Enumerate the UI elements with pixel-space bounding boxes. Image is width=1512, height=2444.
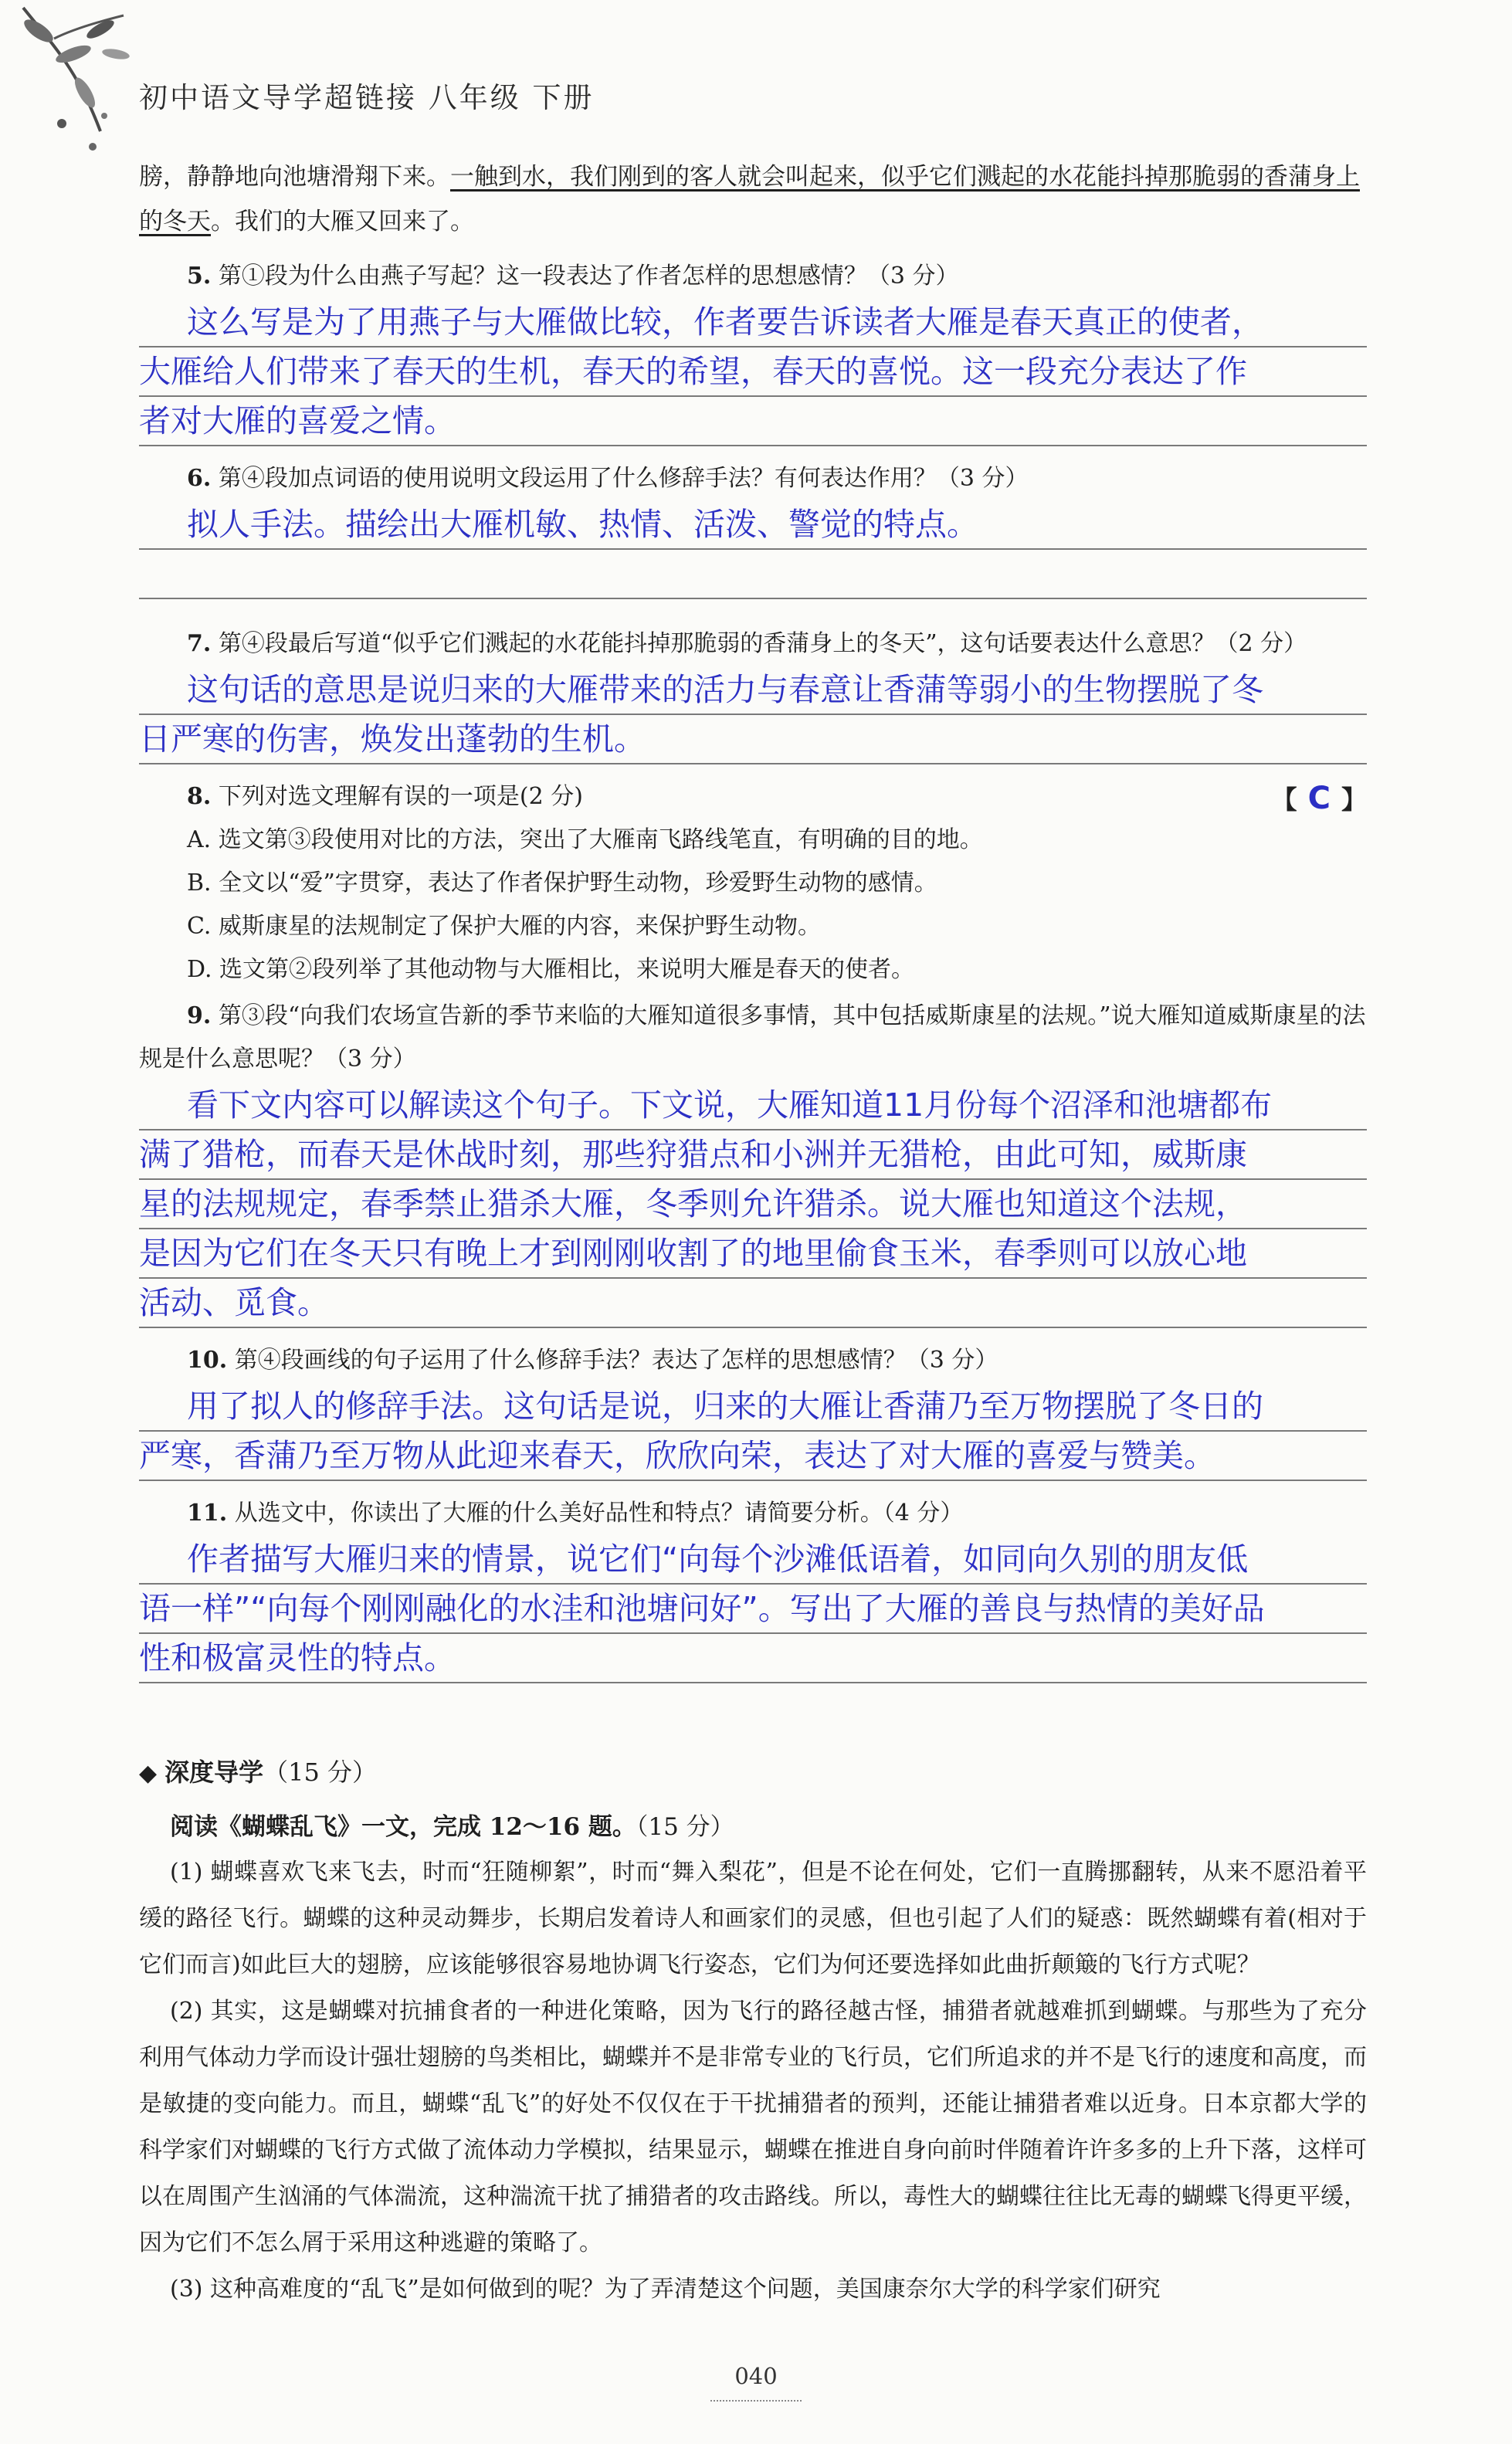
answer-line: 星的法规规定，春季禁止猎杀大雁，冬季则允许猎杀。说大雁也知道这个法规， (139, 1185, 1247, 1222)
question-8-prompt (139, 775, 1367, 819)
answer-line: 活动、觅食。 (139, 1284, 329, 1321)
section-title: 深度导学 (164, 1758, 264, 1787)
answer-line: 性和极富灵性的特点。 (139, 1639, 456, 1676)
question-number: 8. (187, 783, 212, 810)
question-10 (139, 1339, 1367, 1481)
question-number: 10. (187, 1347, 228, 1374)
intro-underlined-sentence: 一触到水，我们刚到的客人就会叫起来，似乎它们溅起的水花能抖掉那脆弱的香蒲身上的冬天 (139, 163, 1360, 236)
book-header-title: 初中语文导学超链接 八年级 下册 (139, 81, 595, 114)
selected-choice: C (1307, 781, 1331, 816)
answer-line: 日严寒的伤害，焕发出蓬勃的生机。 (139, 720, 646, 758)
question-text: 第④段加点词语的使用说明文段运用了什么修辞手法？有何表达作用？（3 分） (218, 465, 1029, 492)
question-9-prompt (139, 995, 1367, 1081)
question-11 (139, 1492, 1367, 1683)
question-text: 第④段最后写道“似乎它们溅起的水花能抖掉那脆弱的香蒲身上的冬天”，这句话要表达什么意思？（2 分） (218, 630, 1307, 657)
decorative-branch-painting (8, 0, 139, 178)
question-5 (139, 255, 1367, 446)
question-number: 5. (187, 263, 212, 290)
passage-paragraph-3: (3) 这种高难度的“乱飞”是如何做到的呢？为了弄清楚这个问题，美国康奈尔大学的科学家们研究 (170, 2276, 1161, 2303)
option-b: B. 全文以“爱”字贯穿，表达了作者保护野生动物，珍爱野生动物的感情。 (187, 869, 937, 897)
option-c: C. 威斯康星的法规制定了保护大雁的内容，来保护野生动物。 (187, 913, 821, 940)
question-5-prompt (139, 255, 1367, 298)
answer-line: 用了拟人的修辞手法。这句话是说，归来的大雁让香蒲乃至万物摆脱了冬日的 (187, 1388, 1263, 1425)
answer-line: 严寒，香蒲乃至万物从此迎来春天，欣欣向荣，表达了对大雁的喜爱与赞美。 (139, 1437, 1215, 1474)
question-number: 9. (187, 1002, 212, 1029)
page-number: 040 (734, 2363, 778, 2389)
question-7 (139, 622, 1367, 764)
reading-instruction-score: （15 分） (636, 1813, 734, 1841)
question-6-prompt (139, 457, 1367, 500)
question-number: 11. (187, 1500, 228, 1527)
answer-line: 满了猎枪，而春天是休战时刻，那些狩猎点和小洲并无猎枪，由此可知，威斯康 (139, 1136, 1247, 1173)
answer-line: 这么写是为了用燕子与大雁做比较，作者要告诉读者大雁是春天真正的使者， (187, 303, 1263, 341)
question-9 (139, 995, 1367, 1328)
answer-line: 大雁给人们带来了春天的生机，春天的希望，春天的喜悦。这一段充分表达了作 (139, 353, 1247, 390)
question-7-prompt (139, 622, 1367, 666)
reading-instruction-text: 阅读《蝴蝶乱飞》一文，完成 12～16 题。 (170, 1813, 636, 1841)
question-6 (139, 457, 1367, 599)
answer-line: 这句话的意思是说归来的大雁带来的活力与春意让香蒲等弱小的生物摆脱了冬 (187, 671, 1263, 708)
question-8 (139, 775, 1367, 991)
answer-line: 拟人手法。描绘出大雁机敏、热情、活泼、警觉的特点。 (187, 506, 978, 543)
section-score: （15 分） (263, 1758, 377, 1787)
answer-line: 是因为它们在冬天只有晚上才到刚刚收割了的地里偷食玉米，春季则可以放心地 (139, 1235, 1247, 1272)
section-heading (139, 1753, 1367, 1788)
intro-paragraph (139, 154, 1367, 244)
bracket-close: 】 (1341, 785, 1367, 815)
passage-paragraph-2: (2) 其实，这是蝴蝶对抗捕食者的一种进化策略，因为飞行的路径越古怪，捕猎者就越难抓到蝴蝶。与那些为了充分利用气体动力学而设计强壮翅膀的鸟类相比，蝴蝶并不是非常专业的飞行员，它们所追求的并不是飞行的速度和高度，而是敏捷的变向能力。而且，蝴蝶“乱飞”的好处不仅仅在于干扰捕猎者的预判，还能让捕猎者难以近身。日本京都大学的科学家们对蝴蝶的飞行方式做了流体动力学模拟，结果显示，蝴蝶在推进自身向前时伴随着许许多多的上升下落，这样可以在周围产生汹涌的气体湍流，这种湍流干扰了捕猎者的攻击路线。所以，毒性大的蝴蝶往往比无毒的蝴蝶飞得更平缓，因为它们不怎么屑于采用这种逃避的策略了。 (139, 1998, 1367, 2256)
page-number-divider (710, 2400, 802, 2402)
question-text: 从选文中，你读出了大雁的什么美好品性和特点？请简要分析。（4 分） (234, 1500, 964, 1527)
answer-line: 语一样”“向每个刚刚融化的水洼和池塘问好”。写出了大雁的善良与热情的美好品 (139, 1590, 1265, 1627)
passage-paragraph-1: (1) 蝴蝶喜欢飞来飞去，时而“狂随柳絮”，时而“舞入梨花”，但是不论在何处，它们一直腾挪翻转，从来不愿沿着平缓的路径飞行。蝴蝶的这种灵动舞步，长期启发着诗人和画家们的灵感，但也引起了人们的疑惑：既然蝴蝶有着(相对于它们而言)如此巨大的翅膀，应该能够很容易地协调飞行姿态，它们为何还要选择如此曲折颠簸的飞行方式呢？ (139, 1859, 1367, 1978)
question-text: 下列对选文理解有误的一项是(2 分) (218, 783, 583, 810)
answer-line-blank (139, 550, 1367, 599)
answer-line: 者对大雁的喜爱之情。 (139, 402, 456, 439)
reading-instruction (170, 1807, 1367, 1842)
question-number: 6. (187, 465, 212, 492)
answer-line: 作者描写大雁归来的情景，说它们“向每个沙滩低语着，如同向久别的朋友低 (187, 1541, 1249, 1578)
answer-line: 看下文内容可以解读这个句子。下文说，大雁知道11月份每个沼泽和池塘都布 (187, 1086, 1273, 1124)
question-number: 7. (187, 630, 212, 657)
question-11-prompt (139, 1492, 1367, 1535)
diamond-icon: ◆ (139, 1760, 158, 1787)
option-d: D. 选文第②段列举了其他动物与大雁相比，来说明大雁是春天的使者。 (187, 956, 915, 983)
intro-text-start: 膀，静静地向池塘滑翔下来。 (139, 163, 450, 191)
bracket-open: 【 (1271, 785, 1297, 815)
question-text: 第③段“向我们农场宣告新的季节来临的大雁知道很多事情，其中包括威斯康星的法规。”说大雁知道威斯康星的法规是什么意思呢？（3 分） (139, 1002, 1366, 1073)
question-text: 第④段画线的句子运用了什么修辞手法？表达了怎样的思想感情？（3 分） (234, 1347, 998, 1374)
page-content (139, 154, 1367, 2313)
question-10-prompt (139, 1339, 1367, 1382)
intro-text-end: 。我们的大雁又回来了。 (211, 208, 474, 236)
answer-bracket (1272, 780, 1367, 816)
question-text: 第①段为什么由燕子写起？这一段表达了作者怎样的思想感情？（3 分） (218, 263, 959, 290)
option-a: A. 选文第③段使用对比的方法，突出了大雁南飞路线笔直，有明确的目的地。 (187, 826, 983, 853)
